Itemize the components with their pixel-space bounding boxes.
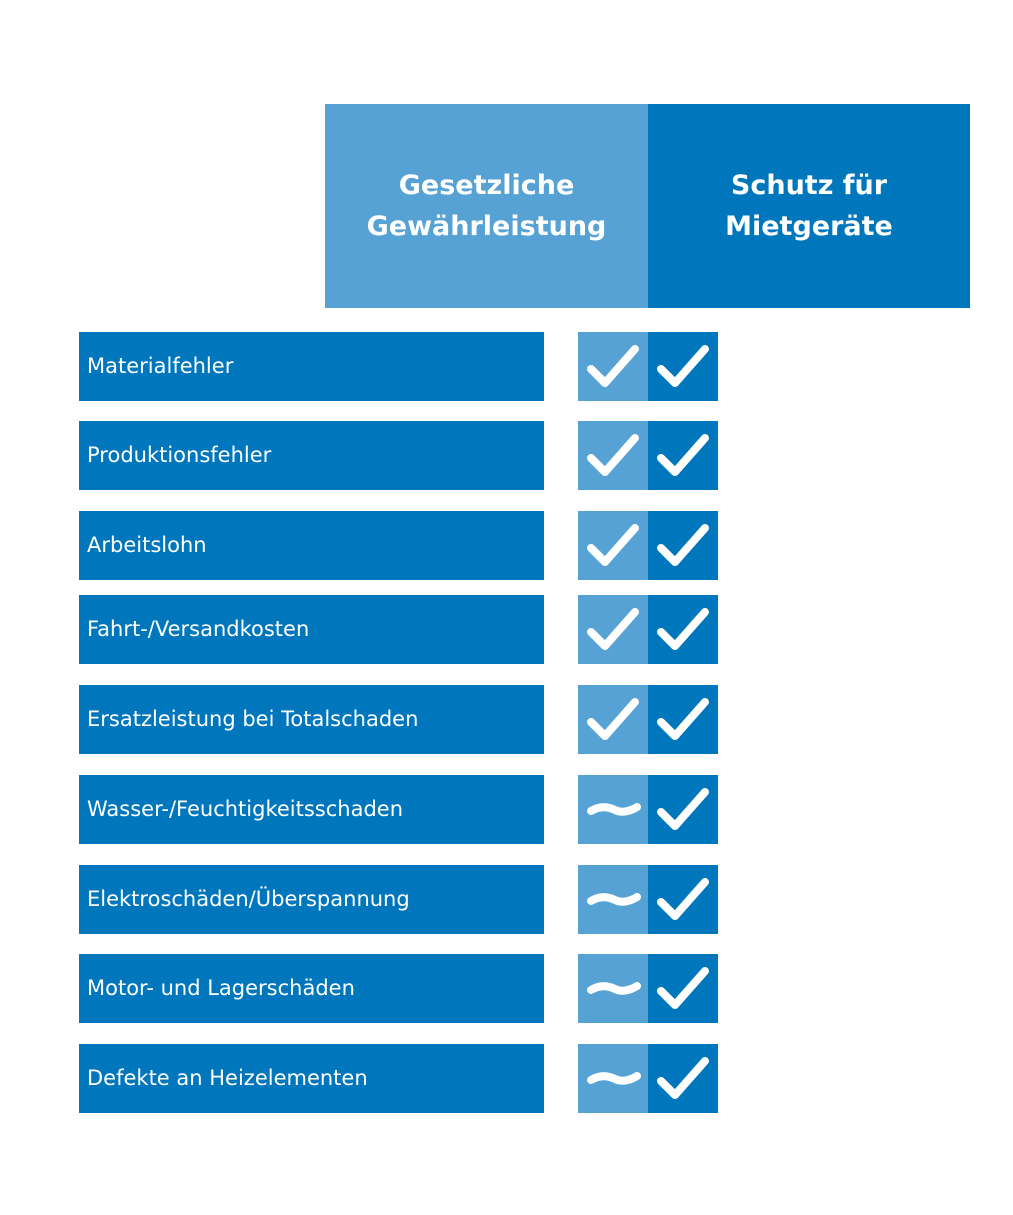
check-icon (578, 332, 648, 401)
check-icon (648, 332, 718, 401)
table-row (0, 685, 1013, 754)
table-row (0, 511, 1013, 580)
row-label: Produktionsfehler (79, 421, 544, 490)
dash-icon (578, 1044, 648, 1113)
check-icon (648, 865, 718, 934)
dash-icon (578, 775, 648, 844)
table-row (0, 865, 1013, 934)
row-label: Arbeitslohn (79, 511, 544, 580)
check-icon (648, 595, 718, 664)
check-icon (578, 421, 648, 490)
row-label: Defekte an Heizelementen (79, 1044, 544, 1113)
table-row (0, 595, 1013, 664)
column-header-legal-line-2: Gewährleistung (366, 211, 607, 242)
check-icon (578, 685, 648, 754)
row-label: Materialfehler (79, 332, 544, 401)
column-header-legal-line-1: Gesetzliche (398, 170, 575, 201)
row-label: Ersatzleistung bei Totalschaden (79, 685, 544, 754)
check-icon (578, 595, 648, 664)
check-icon (648, 1044, 718, 1113)
check-icon (648, 685, 718, 754)
dash-icon (578, 954, 648, 1023)
check-icon (648, 421, 718, 490)
table-row (0, 775, 1013, 844)
table-row (0, 421, 1013, 490)
column-header-rent-line-2: Mietgeräte (725, 211, 893, 242)
row-label: Elektroschäden/Überspannung (79, 865, 544, 934)
check-icon (648, 775, 718, 844)
table-row (0, 332, 1013, 401)
column-header-rent-line-1: Schutz für (730, 170, 888, 201)
check-icon (578, 511, 648, 580)
row-label: Wasser-/Feuchtigkeitsschaden (79, 775, 544, 844)
check-icon (648, 511, 718, 580)
table-row (0, 954, 1013, 1023)
table-row (0, 1044, 1013, 1113)
dash-icon (578, 865, 648, 934)
check-icon (648, 954, 718, 1023)
row-label: Fahrt-/Versandkosten (79, 595, 544, 664)
row-label: Motor- und Lagerschäden (79, 954, 544, 1023)
